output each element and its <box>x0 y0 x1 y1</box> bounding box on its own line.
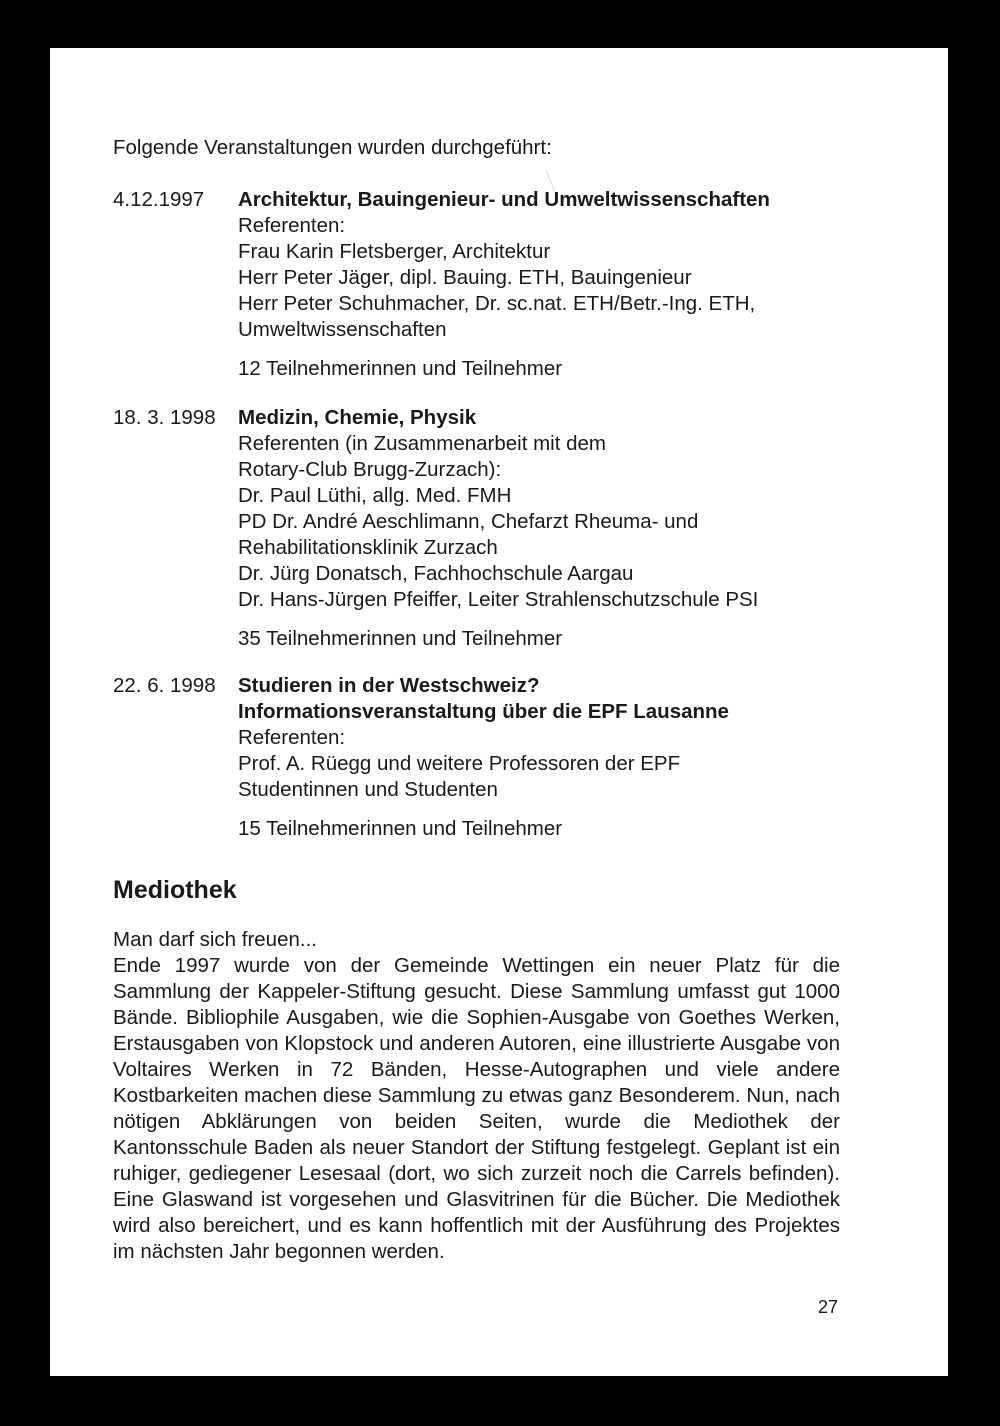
event-detail-line: Prof. A. Rüegg und weitere Professoren der EPF <box>238 752 681 775</box>
event-participants: 35 Teilnehmerinnen und Teilnehmer <box>238 627 563 650</box>
event-detail-line: Dr. Hans-Jürgen Pfeiffer, Leiter Strahlenschutzschule PSI <box>238 588 759 611</box>
event-date: 18. 3. 1998 <box>113 406 216 429</box>
event-detail-line: PD Dr. André Aeschlimann, Chefarzt Rheuma- und <box>238 510 699 533</box>
event-body <box>238 187 888 382</box>
event-detail-line: Dr. Paul Lüthi, allg. Med. FMH <box>238 484 512 507</box>
event-detail-line: Rehabilitationsklinik Zurzach <box>238 536 498 559</box>
section-heading: Mediothek <box>113 876 237 904</box>
intro-text: Folgende Veranstaltungen wurden durchgeführt: <box>113 136 552 159</box>
event-date: 4.12.1997 <box>113 188 205 211</box>
event-detail-line: Frau Karin Fletsberger, Architektur <box>238 240 551 263</box>
event-detail-line: Herr Peter Jäger, dipl. Bauing. ETH, Bauingenieur <box>238 266 692 289</box>
event-body <box>238 673 888 842</box>
event-participants: 12 Teilnehmerinnen und Teilnehmer <box>238 357 563 380</box>
event-detail-line: Studentinnen und Studenten <box>238 778 498 801</box>
mediothek-paragraph: Ende 1997 wurde von der Gemeinde Wettingen ein neuer Platz für die Sammlung der Kappeler-Stiftung gesucht. Diese Sammlung umfasst gut 1000 Bände. Bibliophile Ausgaben, wie die Sophien-Ausgabe von Goethes Werken, Erstausgaben von Klopstock und anderen Autoren, eine illustrierte Ausgabe von Voltaires Werken in 72 Bänden, Hesse-Autographen und viele andere Kostbarkeiten machen diese Sammlung zu etwas ganz Besonderem. Nun, nach nötigen Abklärungen von beiden Seiten, wurde die Mediothek der Kantonsschule Baden als neuer Standort der Stiftung festgelegt. Geplant ist ein ruhiger, gediegener Lesesaal (dort, wo sich zurzeit noch die Carrels befinden). Eine Glaswand ist vorgesehen und Glasvitrinen für die Bücher. Die Mediothek wird also bereichert, und es kann hoffentlich mit der Ausführung des Projektes im nächsten Jahr begonnen werden. <box>113 954 840 1263</box>
event-body <box>238 405 888 652</box>
event-title: Informationsveranstaltung über die EPF Lausanne <box>238 700 729 723</box>
event-detail-line: Umweltwissenschaften <box>238 318 447 341</box>
event-date: 22. 6. 1998 <box>113 674 216 697</box>
event-title: Studieren in der Westschweiz? <box>238 674 540 697</box>
event-detail-line: Referenten (in Zusammenarbeit mit dem <box>238 432 607 455</box>
event-detail-line: Herr Peter Schuhmacher, Dr. sc.nat. ETH/Betr.-Ing. ETH, <box>238 292 756 315</box>
document-page <box>50 48 948 1376</box>
event-detail-line: Referenten: <box>238 214 346 237</box>
event-detail-line: Rotary-Club Brugg-Zurzach): <box>238 458 502 481</box>
event-detail-line: Referenten: <box>238 726 346 749</box>
event-detail-line: Dr. Jürg Donatsch, Fachhochschule Aargau <box>238 562 634 585</box>
event-title: Architektur, Bauingenieur- und Umweltwissenschaften <box>238 188 770 211</box>
page-number: 27 <box>817 1297 838 1317</box>
event-title: Medizin, Chemie, Physik <box>238 406 477 429</box>
event-participants: 15 Teilnehmerinnen und Teilnehmer <box>238 817 563 840</box>
mediothek-lead: Man darf sich freuen... <box>113 928 317 951</box>
mediothek-section <box>113 927 840 1265</box>
